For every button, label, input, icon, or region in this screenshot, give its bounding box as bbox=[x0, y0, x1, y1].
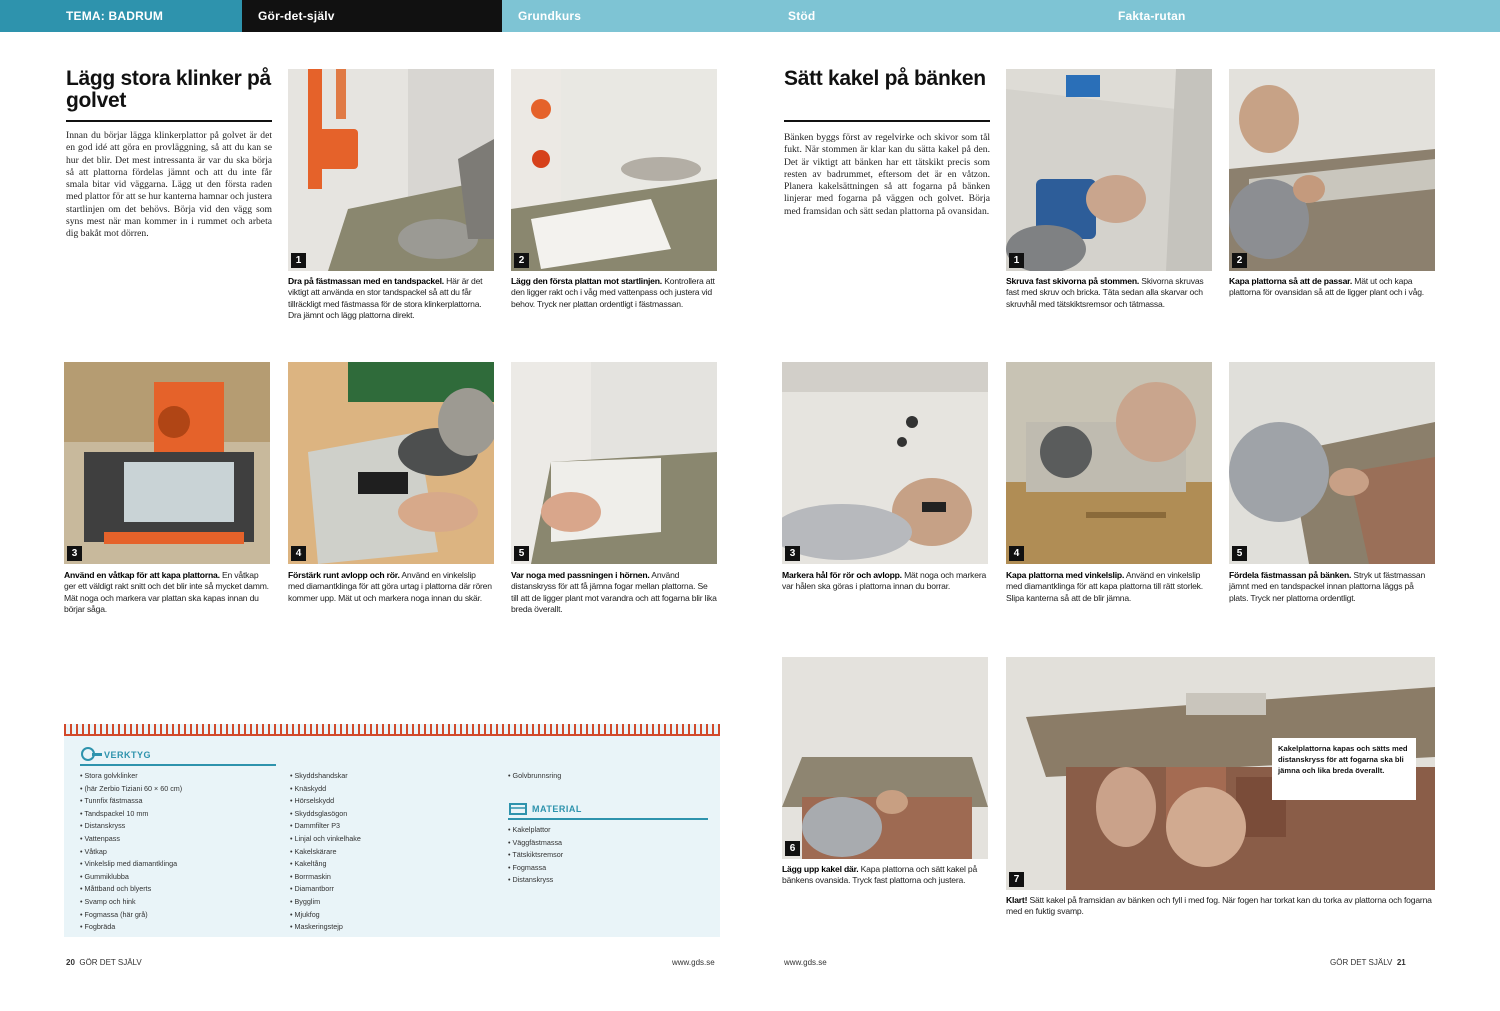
list-item: • Distanskryss bbox=[80, 820, 280, 833]
left-folio-site: www.gds.se bbox=[672, 958, 715, 967]
caption-bold: Var noga med passningen i hörnen. bbox=[511, 570, 650, 580]
tools-list-col1 bbox=[80, 770, 280, 934]
caption-bench-step-6 bbox=[782, 864, 988, 887]
material-heading-rule bbox=[508, 818, 708, 820]
list-item: • Linjal och vinkelhake bbox=[290, 833, 490, 846]
list-item: • Väggfästmassa bbox=[508, 837, 708, 850]
list-item: • Skyddshandskar bbox=[290, 770, 490, 783]
tab-tema[interactable]: TEMA: BADRUM bbox=[0, 0, 242, 32]
section-navbar bbox=[0, 0, 1500, 32]
list-item: • Knäskydd bbox=[290, 783, 490, 796]
list-item: • Bygglim bbox=[290, 896, 490, 909]
list-item: • Fogbräda bbox=[80, 921, 280, 934]
caption-bench-step-2 bbox=[1229, 276, 1435, 299]
caption-bench-step-1 bbox=[1006, 276, 1212, 310]
caption-step-4 bbox=[288, 570, 494, 604]
caption-bold: Dra på fästmassan med en tandspackel. bbox=[288, 276, 444, 286]
list-item: • Golvbrunnsring bbox=[508, 770, 708, 783]
tools-icon bbox=[80, 746, 102, 762]
caption-bench-step-7 bbox=[1006, 895, 1435, 918]
page-number: 21 bbox=[1396, 958, 1406, 967]
list-item: • Mjukfog bbox=[290, 909, 490, 922]
photo-bench-step-2 bbox=[1229, 69, 1435, 271]
ruler-border bbox=[64, 724, 720, 736]
left-intro-text: Innan du börjar lägga klinkerplattor på golvet är det en god idé att göra en provläggning, så att du kan se hur det blir. Det mest intressanta är var du ska börja så att plattorna fördelas jämnt och att du inte får smala bitar vid väggarna. Lägg ut den första raden med plattor för att se hur kanterna hamnar och justera startlinjen om det behövs. Börja vid den vägg som syns mest när man kommer in i rummet och arbeta dig bakåt mot dörren. bbox=[66, 130, 272, 240]
step-badge: 5 bbox=[1232, 546, 1247, 561]
photo-step-1 bbox=[288, 69, 494, 271]
list-item: • Måttband och blyerts bbox=[80, 883, 280, 896]
list-item: • Vattenpass bbox=[80, 833, 280, 846]
step-badge: 2 bbox=[514, 253, 529, 268]
caption-text: Mät noga och markera var hålen ska göras i plattorna innan du borrar. bbox=[782, 570, 987, 592]
photo-callout: Kakelplattorna kapas och sätts med distanskryss för att fogarna ska bli jämna och lika breda överallt. bbox=[1272, 738, 1416, 800]
list-item: • Svamp och hink bbox=[80, 896, 280, 909]
caption-bold: Lägg den första plattan mot startlinjen. bbox=[511, 276, 662, 286]
list-item: • (här Zerbio Tiziani 60 × 60 cm) bbox=[80, 783, 280, 796]
tab-stod[interactable]: Stöd bbox=[772, 0, 1102, 32]
step-badge: 4 bbox=[291, 546, 306, 561]
right-intro-text: Bänken byggs först av regelvirke och skivor som tål fukt. När stommen är klar kan du sätta kakel på den. Det är viktigt att bänken har ett tätskikt precis som resten av badrummet, eftersom det är en våtzon. Planera kakelsättningen så att fogarna på bänken linjerar med fogarna på väggen och golvet. Börja med framsidan och sätt sedan plattorna på ovansidan. bbox=[784, 132, 990, 217]
tab-fakta[interactable]: Fakta-rutan bbox=[1102, 0, 1500, 32]
material-icon bbox=[508, 800, 530, 816]
caption-bold: Fördela fästmassan på bänken. bbox=[1229, 570, 1352, 580]
step-badge: 1 bbox=[1009, 253, 1024, 268]
list-item: • Gummiklubba bbox=[80, 871, 280, 884]
photo-step-5 bbox=[511, 362, 717, 564]
photo-bench-step-4 bbox=[1006, 362, 1212, 564]
photo-bench-step-6 bbox=[782, 657, 988, 859]
material-list bbox=[508, 824, 708, 887]
caption-text: Använd distanskryss för att få jämna fogar mellan plattorna. Se till att de ligger plant mot varandra och att fogarna blir lika breda överallt. bbox=[511, 570, 717, 615]
caption-bold: Lägg upp kakel där. bbox=[782, 864, 859, 874]
tools-list-col3 bbox=[508, 770, 708, 783]
caption-bench-step-5 bbox=[1229, 570, 1435, 604]
caption-bold: Kapa plattorna med vinkelslip. bbox=[1006, 570, 1125, 580]
list-item: • Tunnfix fästmassa bbox=[80, 795, 280, 808]
left-title-rule bbox=[66, 120, 272, 122]
caption-text: Kontrollera att den ligger rakt och i våg med vattenpass och justera vid behov. Tryck ner plattan ordentligt i fästmassan. bbox=[511, 276, 715, 309]
caption-text: En våtkap ger ett väldigt rakt snitt och det blir inte så mycket damm. Mät noga och markera var plattan ska kapas innan du börjar såga. bbox=[64, 570, 269, 615]
list-item: • Kakelplattor bbox=[508, 824, 708, 837]
list-item: • Kakelskärare bbox=[290, 846, 490, 859]
list-item: • Kakeltång bbox=[290, 858, 490, 871]
step-badge: 5 bbox=[514, 546, 529, 561]
list-item: • Borrmaskin bbox=[290, 871, 490, 884]
list-item: • Diamantborr bbox=[290, 883, 490, 896]
tools-heading-rule bbox=[80, 764, 276, 766]
caption-bold: Använd en våtkap för att kapa plattorna. bbox=[64, 570, 220, 580]
list-item: • Fogmassa bbox=[508, 862, 708, 875]
photo-step-3 bbox=[64, 362, 270, 564]
photo-step-2 bbox=[511, 69, 717, 271]
caption-text: Skivorna skruvas fast med skruv och bricka. Täta sedan alla skarvar och skruvhål med tätskiktsremsor och tätmassa. bbox=[1006, 276, 1204, 309]
photo-bench-step-1 bbox=[1006, 69, 1212, 271]
caption-bold: Kapa plattorna så att de passar. bbox=[1229, 276, 1353, 286]
list-item: • Fogmassa (här grå) bbox=[80, 909, 280, 922]
caption-step-5 bbox=[511, 570, 717, 616]
caption-bold: Förstärk runt avlopp och rör. bbox=[288, 570, 400, 580]
step-badge: 3 bbox=[67, 546, 82, 561]
caption-text: Sätt kakel på framsidan av bänken och fyll i med fog. När fogen har torkat kan du torka av plattorna och fogarna med en fuktig svamp. bbox=[1006, 895, 1432, 917]
list-item: • Tandspackel 10 mm bbox=[80, 808, 280, 821]
caption-text: Kapa plattorna och sätt kakel på bänkens ovansida. Tryck fast plattorna och justera. bbox=[782, 864, 978, 886]
caption-bold: Skruva fast skivorna på stommen. bbox=[1006, 276, 1140, 286]
right-page-title: Sätt kakel på bänken bbox=[784, 67, 986, 90]
step-badge: 4 bbox=[1009, 546, 1024, 561]
list-item: • Våtkap bbox=[80, 846, 280, 859]
left-folio bbox=[66, 958, 142, 967]
photo-bench-step-3 bbox=[782, 362, 988, 564]
list-item: • Vinkelslip med diamantklinga bbox=[80, 858, 280, 871]
page-number: 20 bbox=[66, 958, 75, 967]
right-title-rule bbox=[784, 120, 990, 122]
step-badge: 2 bbox=[1232, 253, 1247, 268]
caption-text: Här är det viktigt att använda en stor tandspackel så att du får tillräckligt med fästmassa för de stora klinkerplattorna. Dra jämnt och lägg plattorna direkt. bbox=[288, 276, 483, 321]
list-item: • Dammfilter P3 bbox=[290, 820, 490, 833]
tab-gor-det-sjalv[interactable]: Gör-det-själv bbox=[242, 0, 502, 32]
caption-bench-step-3 bbox=[782, 570, 988, 593]
caption-text: Använd en vinkelslip med diamantklinga för att göra urtag i plattorna där rören kommer upp. Mät ut och markera noga innan du skär. bbox=[288, 570, 492, 603]
caption-bold: Markera hål för rör och avlopp. bbox=[782, 570, 902, 580]
step-badge: 7 bbox=[1009, 872, 1024, 887]
list-item: • Hörselskydd bbox=[290, 795, 490, 808]
magazine-name: GÖR DET SJÄLV bbox=[79, 958, 142, 967]
photo-step-4 bbox=[288, 362, 494, 564]
tools-heading: VERKTYG bbox=[104, 750, 152, 760]
caption-step-1 bbox=[288, 276, 494, 322]
list-item: • Tätskiktsremsor bbox=[508, 849, 708, 862]
list-item: • Stora golvklinker bbox=[80, 770, 280, 783]
magazine-name: GÖR DET SJÄLV bbox=[1330, 958, 1393, 967]
left-page-title: Lägg stora klinker på golvet bbox=[66, 67, 271, 112]
caption-text: Använd en vinkelslip med diamantklinga för att kapa plattorna till rätt storlek. Slipa kanterna så att de blir jämna. bbox=[1006, 570, 1203, 603]
step-badge: 6 bbox=[785, 841, 800, 856]
tools-list-col2 bbox=[290, 770, 490, 934]
right-folio-site: www.gds.se bbox=[784, 958, 827, 967]
tools-box bbox=[64, 724, 720, 937]
caption-bold: Klart! bbox=[1006, 895, 1028, 905]
step-badge: 1 bbox=[291, 253, 306, 268]
caption-text: Mät ut och kapa plattorna för ovansidan så att de ligger plant och i våg. bbox=[1229, 276, 1424, 298]
caption-text: Stryk ut fästmassan jämnt med en tandspackel innan plattorna läggs på plats. Tryck ner plattorna ordentligt. bbox=[1229, 570, 1426, 603]
list-item: • Skyddsglasögon bbox=[290, 808, 490, 821]
photo-bench-step-5 bbox=[1229, 362, 1435, 564]
caption-step-3 bbox=[64, 570, 270, 616]
right-folio bbox=[1330, 958, 1406, 967]
caption-bench-step-4 bbox=[1006, 570, 1212, 604]
tab-grundkurs[interactable]: Grundkurs bbox=[502, 0, 772, 32]
material-heading: MATERIAL bbox=[532, 804, 582, 814]
list-item: • Maskeringstejp bbox=[290, 921, 490, 934]
caption-step-2 bbox=[511, 276, 717, 310]
list-item: • Distanskryss bbox=[508, 874, 708, 887]
step-badge: 3 bbox=[785, 546, 800, 561]
